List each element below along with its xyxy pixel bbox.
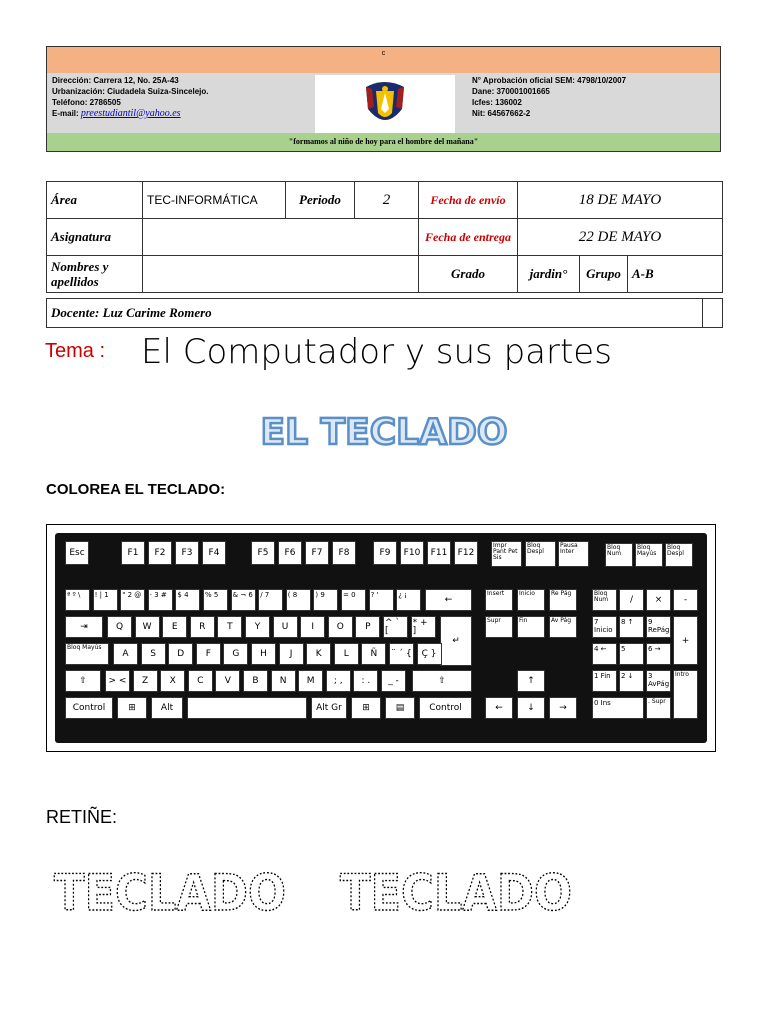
trace-word-2 [336,860,576,920]
teclado-title-wrap [0,402,768,457]
numpad-plus: + [673,616,698,665]
docente-row [47,299,723,328]
key-z-row-3: X [160,670,185,692]
key-a-row-11: ¨ ´ { [389,643,414,665]
indicator-light-1: Bloq Num [605,543,633,567]
key-f11: F11 [427,541,451,565]
key-nav-6: Av Pág [549,616,577,638]
key-q-row-9: O [328,616,353,638]
periodo-label: Periodo [286,182,355,219]
phone: Teléfono: 2786505 [52,98,121,107]
key-q-row-12: * + ] [411,616,436,638]
key-nav-3: Re Pág [549,589,577,611]
windows-icon-right: ⊞ [351,697,381,719]
key-f5: F5 [251,541,275,565]
numpad-8: 8 ↑ [619,616,644,638]
teclado-title: EL TECLADO [260,412,508,452]
numpad-bloq-num: Bloq Num [592,589,617,611]
indicator-light-2: Bloq Mayús [635,543,663,567]
key-alt-gr: Alt Gr [311,697,347,719]
header-top-band [47,47,720,73]
key-nav-2: Inicio [517,589,545,611]
school-header [46,46,721,152]
key-control-left: Control [65,697,113,719]
key-q-row-4: R [190,616,215,638]
key-shift-right: ⇧ [412,670,472,692]
numpad-5: 5 [619,643,644,665]
key-f1: F1 [121,541,145,565]
numpad-2: 2 ↓ [619,670,644,692]
school-crest-icon [362,79,408,129]
key-tab: ⇥ [65,616,103,638]
email-link[interactable]: preestudiantil@yahoo.es [80,108,181,119]
key-z-row-7: N [271,670,296,692]
grupo-label: Grupo [580,256,628,293]
key-control-right: Control [419,697,472,719]
windows-icon: ⊞ [117,697,147,719]
key-f3: F3 [175,541,199,565]
tema-label: Tema : [45,340,106,362]
grado-label: Grado [419,256,518,293]
numpad-1: 1 Fin [592,670,617,692]
email-label: E-mail: [52,109,79,118]
key-q-row-6: Y [245,616,270,638]
key-num-3: " 2 @ [120,589,145,611]
key-shift-left: ⇧ [65,670,101,692]
area-label: Área [47,182,143,219]
grupo-value: A-B [628,256,723,293]
key-num-6: % 5 [203,589,228,611]
key-num-5: $ 4 [175,589,200,611]
trace-word-1 [50,860,290,920]
numpad-divide: / [619,589,644,611]
school-logo [315,75,455,133]
area-value: TEC-INFORMÁTICA [143,182,286,219]
key-num-1: ª º \ [65,589,90,611]
key-space [187,697,307,719]
key-num-12: ? ' [369,589,394,611]
numpad-minus: - [673,589,698,611]
key-f4: F4 [202,541,226,565]
key-z-row-2: Z [133,670,158,692]
header-info-band [47,73,720,133]
key-arrow-right: → [549,697,577,719]
motto: "formamos al niño de hoy para el hombre del mañana" [288,137,479,146]
tema [45,332,612,372]
key-q-row-5: T [217,616,242,638]
tema-title: El Computador y sus partes [141,332,612,372]
key-f7: F7 [305,541,329,565]
info-table [46,181,723,293]
indicator-light-3: Bloq Despl [665,543,693,567]
urbanization: Urbanización: Ciudadela Suiza-Sincelejo. [52,87,209,96]
docente-table [46,298,723,328]
key-caps-lock: Bloq Mayús [65,643,109,665]
key-num-9: ( 8 [286,589,311,611]
key-q-row-8: I [300,616,325,638]
key-num-4: · 3 # [148,589,173,611]
key-num-10: ) 9 [313,589,338,611]
key-a-row-7: J [279,643,304,665]
nombres-value[interactable] [143,256,419,293]
asignatura-label: Asignatura [47,219,143,256]
key-a-row-6: H [251,643,276,665]
key-z-row-5: V [215,670,240,692]
key-arrow-left: ← [485,697,513,719]
key-q-row-2: W [135,616,160,638]
numpad-multiply: × [646,589,671,611]
asignatura-value[interactable] [143,219,419,256]
school-registry [472,75,626,119]
info-row-nombres [47,256,723,293]
numpad-6: 6 → [646,643,671,665]
key-nav-4: Supr [485,616,513,638]
key-a-row-3: D [168,643,193,665]
numpad-decimal: . Supr [646,697,671,719]
approval: N° Aprobación oficial SEM: 4798/10/2007 [472,76,627,85]
docente: Docente: Luz Carime Romero [47,299,703,328]
key-a-row-12: Ç } [417,643,442,665]
grado-value: jardin° [518,256,580,293]
docente-empty-cell [703,299,723,328]
key-a-row-8: K [306,643,331,665]
menu-icon: ▤ [385,697,415,719]
key-num-11: = 0 [341,589,366,611]
key-q-row-10: P [355,616,380,638]
teclado-title-art [0,402,768,452]
key-num-7: & ¬ 6 [231,589,256,611]
nombres-label: Nombres y apellidos [47,256,143,293]
key-f8: F8 [332,541,356,565]
key-a-row-1: A [113,643,138,665]
key-f6: F6 [278,541,302,565]
trace-text-2: TECLADO [340,864,572,920]
key-z-row-8: M [298,670,323,692]
key-z-row-1: > < [105,670,130,692]
numpad-7: 7 Inicio [592,616,617,638]
key-f10: F10 [400,541,424,565]
fecha-envio-value: 18 DE MAYO [518,182,723,219]
key-sys-2: Bloq Despl [525,541,556,567]
key-num-2: ! | 1 [93,589,118,611]
key-a-row-10: Ñ [361,643,386,665]
key-arrow-down: ↓ [517,697,545,719]
school-contact [52,75,208,119]
key-a-row-4: F [196,643,221,665]
key-nav-5: Fin [517,616,545,638]
retine-instruction: RETIÑE: [46,807,118,827]
fecha-entrega-label: Fecha de entrega [419,219,518,256]
key-q-row-3: E [162,616,187,638]
key-q-row-11: ^ ` [ [383,616,408,638]
key-f2: F2 [148,541,172,565]
fecha-entrega-value: 22 DE MAYO [518,219,723,256]
periodo-value: 2 [355,182,419,219]
key-a-row-2: S [141,643,166,665]
key-z-row-4: C [188,670,213,692]
key-a-row-9: L [334,643,359,665]
info-row-asignatura [47,219,723,256]
icfes: Icfes: 136002 [472,98,522,107]
motto-band [47,133,720,151]
nit: Nit: 64567662-2 [472,109,531,118]
numpad-intro: Intro [673,670,698,719]
key-backspace: ← [425,589,472,611]
address: Dirección: Carrera 12, No. 25A-43 [52,76,179,85]
key-f9: F9 [373,541,397,565]
keyboard-illustration [46,524,716,752]
key-sys-1: Impr Pant Pet Sis [491,541,522,567]
keyboard-body [55,533,707,743]
key-z-row-9: ; , [326,670,351,692]
trace-text-1: TECLADO [54,864,286,920]
key-num-8: / 7 [258,589,283,611]
key-z-row-10: : . [353,670,378,692]
fecha-envio-label: Fecha de envío [419,182,518,219]
key-z-row-11: _ - [381,670,406,692]
colorea-instruction: COLOREA EL TECLADO: [46,481,226,498]
key-a-row-5: G [223,643,248,665]
key-arrow-up: ↑ [517,670,545,692]
key-nav-1: Insert [485,589,513,611]
key-q-row-1: Q [107,616,132,638]
dane: Dane: 370001001665 [472,87,550,96]
key-sys-3: Pausa Inter [558,541,589,567]
info-row-area [47,182,723,219]
key-enter: ↵ [440,616,472,666]
header-top-text: c [381,50,386,57]
numpad-0: 0 Ins [592,697,644,719]
key-q-row-7: U [273,616,298,638]
key-num-13: ¿ ¡ [396,589,421,611]
numpad-9: 9 RePág [646,616,671,638]
key-alt: Alt [151,697,183,719]
numpad-4: 4 ← [592,643,617,665]
key-z-row-6: B [243,670,268,692]
key-esc: Esc [65,541,89,565]
numpad-3: 3 AvPág [646,670,671,692]
key-f12: F12 [454,541,478,565]
